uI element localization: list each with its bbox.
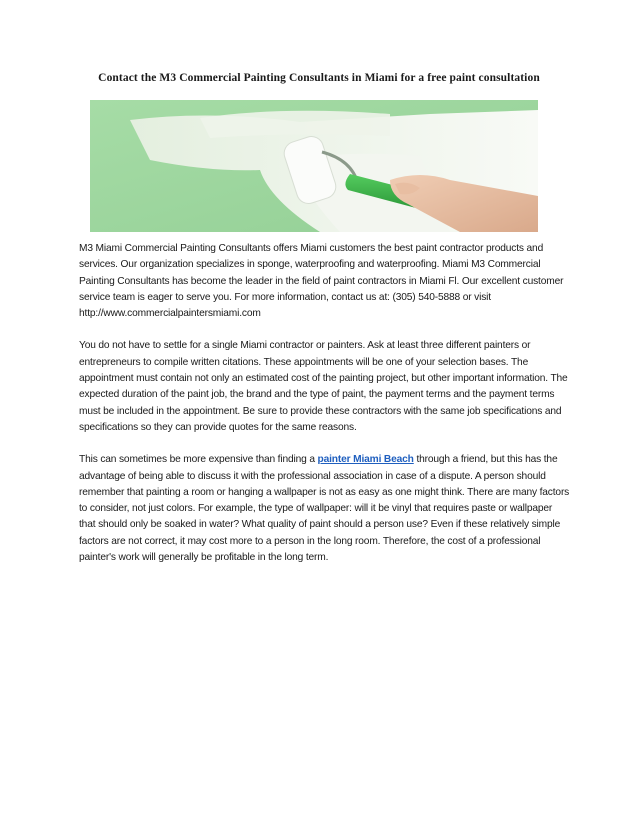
- paint-roller-photo: [90, 100, 538, 232]
- paragraph: You do not have to settle for a single Miami contractor or painters. Ask at least three different painters or entrepreneurs to compile written citations. These appointments will be one of your selection bases. The appointment must contain not only an estimated cost of the painting project, but other important information. The expected duration of the paint job, the brand and the type of paint, the payment terms and the payment terms must be included in the appointment. Be sure to provide these contractors with the same job specifications and specifications so they can provide quotes for the same reasons.: [79, 340, 568, 433]
- paragraph-text: through a friend, but this has the advantage of being able to discuss it with the professional association in case of a dispute. A person should remember that painting a room or hanging a wallpaper is not as easy as one might think. There are many factors to consider, not just colors. For example, the type of wallpaper: will it be vinyl that requires paste or wallpaper that should only be soaked in water? What quality of paint should a person use? Even if these relatively simple factors are not correct, it may cost more to a person in the long room. Therefore, the cost of a professional painter's work will generally be profitable in the long term.: [79, 454, 570, 564]
- paragraph: [79, 452, 571, 566]
- painter-miami-beach-link[interactable]: painter Miami Beach: [317, 454, 414, 466]
- paragraph-text: This can sometimes be more expensive than finding a: [79, 454, 318, 466]
- article-body: [79, 241, 571, 582]
- paragraph: M3 Miami Commercial Painting Consultants offers Miami customers the best paint contractor products and services. Our organization specializes in sponge, waterproofing and waterproofing. Miami M3 Commercial Painting Consultants has become the leader in the field of paint contractors in Miami Fl. Our excellent customer service team is eager to serve you. For more information, contact us at: (305) 540-5888 or visit http://www.commercialpaintersmiami.com: [79, 243, 564, 320]
- page-title: Contact the M3 Commercial Painting Consultants in Miami for a free paint consultation: [98, 72, 540, 84]
